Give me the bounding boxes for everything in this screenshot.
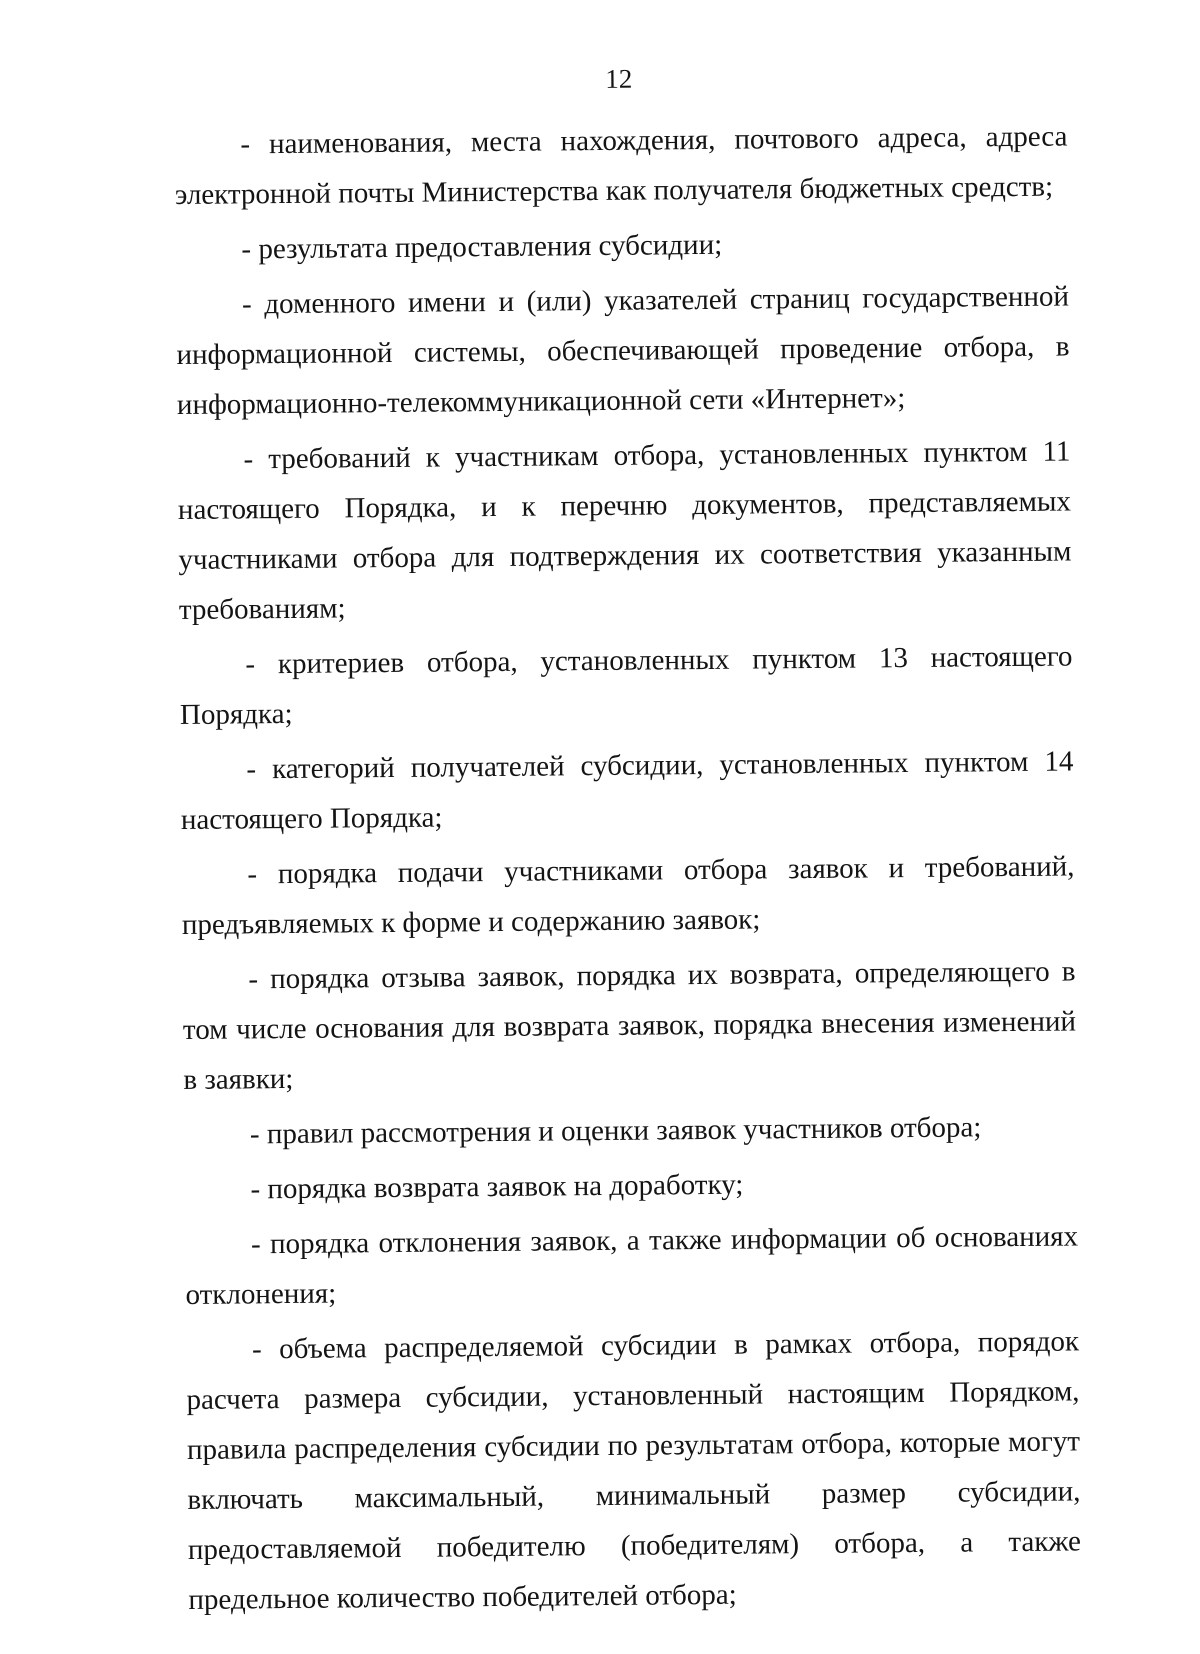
list-item-subsidy-volume: - объема распределяемой субсидии в рамках отбора, порядок расчета размера субсидии, установленный настоящим Порядком, правила распределения субсидии по результатам отбора, которые могут включать максимальный, минимальный размер субсидии, предоставляемой победителю (победителям) отбора, а также предельное количество победителей отбора;	[186, 1325, 1082, 1616]
document-body	[174, 111, 1081, 1625]
list-item-submission-procedure: - порядка подачи участниками отбора заявок и требований, предъявляемых к форме и содержанию заявок;	[181, 850, 1075, 942]
list-item-recipient-details: - наименования, места нахождения, почтового адреса, адреса электронной почты Министерства как получателя бюджетных средств;	[174, 120, 1068, 212]
list-item-subsidy-result: - результата предоставления субсидии;	[241, 228, 723, 266]
list-item-domain-name: - доменного имени и (или) указателей страниц государственной информационной системы, обеспечивающей проведение отбора, в информационно-телекоммуникационной сети «Интернет»;	[176, 280, 1070, 422]
page-number: 12	[605, 63, 633, 94]
list-item-selection-criteria: - критериев отбора, установленных пунктом 13 настоящего Порядка;	[179, 640, 1073, 732]
list-item-return-for-revision: - порядка возврата заявок на доработку;	[250, 1168, 744, 1206]
list-item-rejection-procedure: - порядка отклонения заявок, а также информации об основаниях отклонения;	[185, 1220, 1079, 1311]
list-item-participant-requirements: - требований к участникам отбора, установленных пунктом 11 настоящего Порядка, и к перечню документов, представляемых участниками отбора для подтверждения их соответствия указанным требованиям;	[177, 435, 1072, 627]
list-item-withdrawal-procedure: - порядка отзыва заявок, порядка их возврата, определяющего в том числе основания для возврата заявок, порядка внесения изменений в заявки;	[182, 955, 1077, 1097]
list-item-evaluation-rules: - правил рассмотрения и оценки заявок участников отбора;	[249, 1111, 982, 1151]
list-item-recipient-categories: - категорий получателей субсидии, установленных пунктом 14 настоящего Порядка;	[180, 745, 1074, 837]
